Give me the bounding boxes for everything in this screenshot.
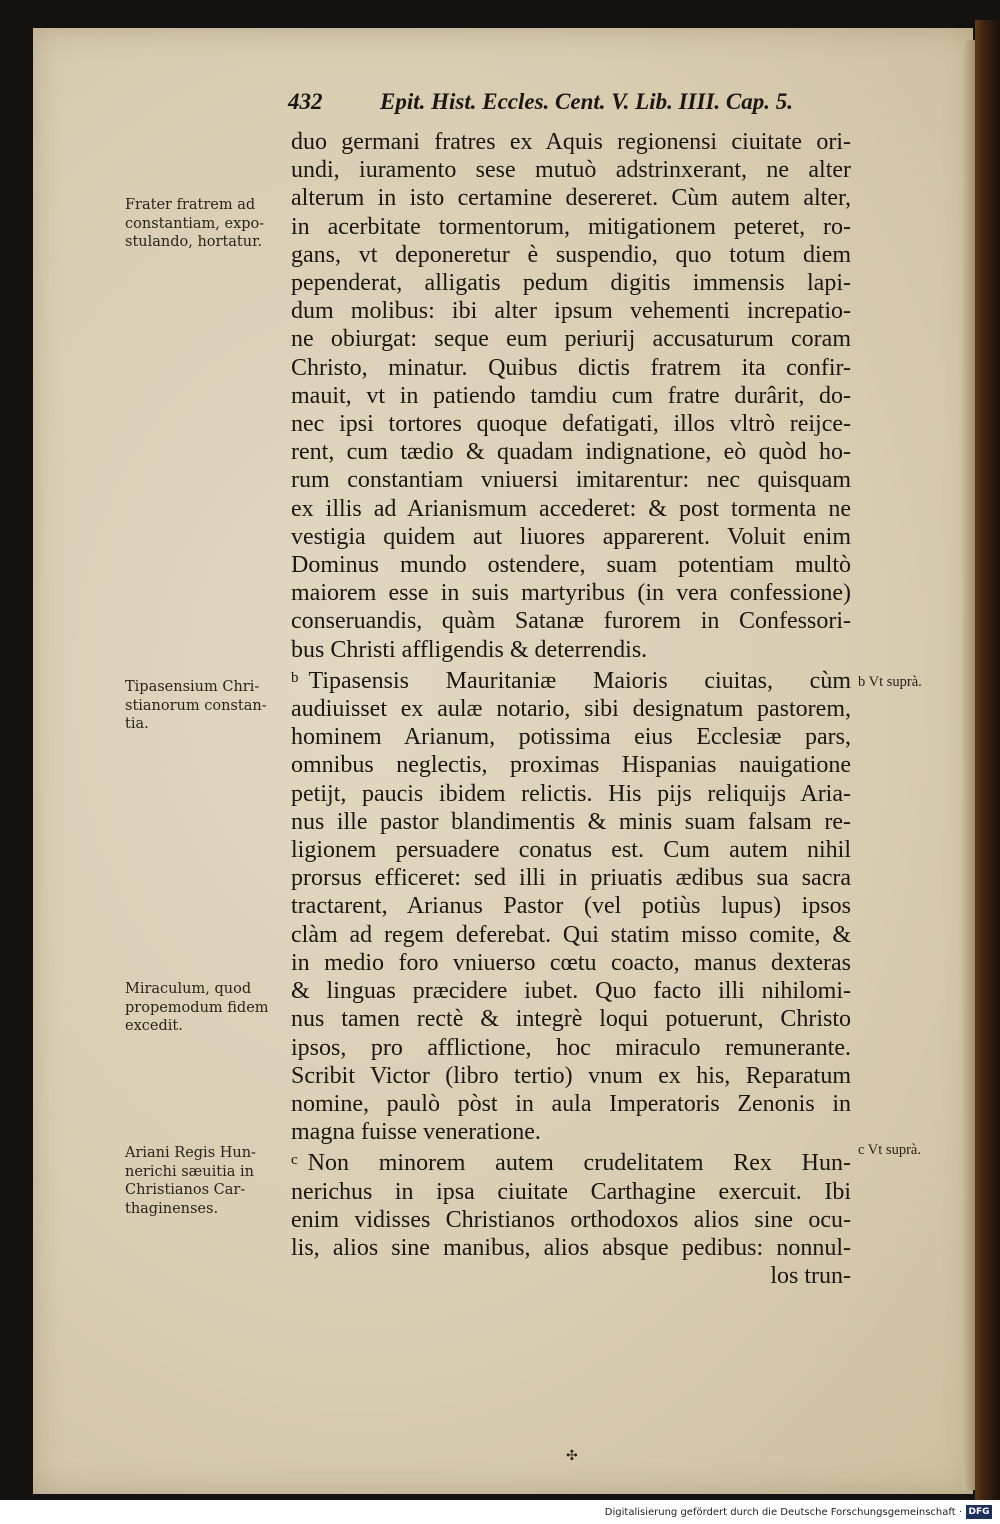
text-line: Dominus mundo ostendere, suam potentiam multò [291,552,851,579]
main-text-block [291,128,851,1290]
paragraph-sigil-b: b [291,669,299,686]
text-line: & linguas præcidere iubet. Quo facto illi nihilomi- [291,978,851,1005]
binding-gutter [975,20,1000,1500]
paragraph-sigil-c: c [291,1152,298,1169]
text-line: prorsus efficeret: sed illi in priuatis ædibus sua sacra [291,865,851,892]
margin-note: Miraculum, quod propemodum fidem excedit. [125,981,269,1034]
text-line: ex illis ad Arianismum accederet: & post tormenta ne [291,495,851,522]
paragraph-b-first-line [291,664,851,695]
text-line: ligionem persuadere conatus est. Cum autem nihil [291,837,851,864]
text-line: in acerbitate tormentorum, mitigationem peteret, ro- [291,213,851,240]
text-line: conseruandis, quàm Satanæ furorem in Confessori- [291,608,851,635]
text-line: mauit, vt in patiendo tamdiu cum fratre durârit, do- [291,382,851,409]
text-line: rent, cum tædio & quadam indignatione, eò quòd ho- [291,439,851,466]
text-line: Tipasensis Mauritaniæ Maioris ciuitas, cùm [308,667,851,694]
text-line: undi, iuramento sese mutuò adstrinxerant, ne alter [291,157,851,184]
text-line: gans, vt deponeretur è suspendio, quo totum diem [291,241,851,268]
catchword: los trun- [770,1263,851,1290]
margin-reference: b Vt suprà. [858,674,922,690]
text-line: dum molibus: ibi alter ipsum vehementi increpatio- [291,298,851,325]
footer-credit: Digitalisierung gefördert durch die Deutsche Forschungsgemeinschaft · [604,1507,962,1518]
text-line: clàm ad regem deferebat. Qui statim misso comite, & [291,921,851,948]
text-line: maiorem esse in suis martyribus (in vera confessione) [291,580,851,607]
paragraph-c-first-line [291,1146,851,1177]
text-line: nomine, paulò pòst in aula Imperatoris Zenonis in [291,1090,851,1117]
running-header [288,85,848,125]
text-line: vestigia quidem aut liuores apparerent. Voluit enim [291,523,851,550]
text-line: nerichus in ipsa ciuitate Carthagine exercuit. Ibi [291,1178,851,1205]
text-line: alterum in isto certamine desereret. Cùm autem alter, [291,185,851,212]
page-number: 432 [288,89,323,114]
running-title: Epit. Hist. Eccles. Cent. V. Lib. IIII. Cap. 5. [380,89,793,114]
page-edge [962,40,976,1490]
margin-reference: c Vt suprà. [858,1142,921,1158]
text-line: duo germani fratres ex Aquis regionensi ciuitate ori- [291,129,851,155]
text-line: Scribit Victor (libro tertio) vnum ex his, Reparatum [291,1062,851,1089]
text-line: bus Christi affligendis & deterrendis. [291,636,648,663]
text-line: rum constantiam vniuersi imitarentur: nec quisquam [291,467,851,494]
margin-note: Tipasensium Chri- stianorum constan- tia. [125,679,267,732]
text-line: hominem Arianum, potissima eius Ecclesiæ pars, [291,724,851,751]
text-line: nus ille pastor blandimentis & minis suam falsam re- [291,808,851,835]
text-line: magna fuisse veneratione. [291,1119,541,1146]
text-line: ipsos, pro afflictione, hoc miraculo remunerante. [291,1034,851,1061]
text-line: nus tamen rectè & integrè loqui potuerunt, Christo [291,1006,851,1033]
text-line: lis, alios sine manibus, alios absque pedibus: nonnul- [291,1234,851,1261]
ornament-icon: ✣ [566,1449,578,1464]
text-line: omnibus neglectis, proximas Hispanias nauigatione [291,752,851,779]
text-line: Christo, minatur. Quibus dictis fratrem ita confir- [291,354,851,381]
margin-note: Frater fratrem ad constantiam, expo- stulando, hortatur. [125,197,265,250]
text-line: tractarent, Arianus Pastor (vel potiùs lupus) ipsos [291,893,851,920]
text-line: ne obiurgat: seque eum periurij accusaturum coram [291,326,851,353]
text-line: Non minorem autem crudelitatem Rex Hun- [307,1150,851,1177]
text-line: pependerat, alligatis pedum digitis immensis lapi- [291,270,851,297]
text-line: in medio foro vniuerso cœtu coacto, manus dexteras [291,949,851,976]
text-line: audiuisset ex aulæ notario, sibi designatum pastorem, [291,696,851,723]
dfg-logo: DFG [966,1505,992,1519]
text-line: nec ipsi tortores quoque defatigati, illos vltrò reijce- [291,411,851,438]
margin-note: Ariani Regis Hun- nerichi sæuitia in Christianos Car- thaginenses. [125,1145,256,1217]
text-line: enim vidisses Christianos orthodoxos alios sine ocu- [291,1206,851,1233]
text-line: petijt, paucis ibidem relictis. His pijs reliquijs Aria- [291,780,851,807]
